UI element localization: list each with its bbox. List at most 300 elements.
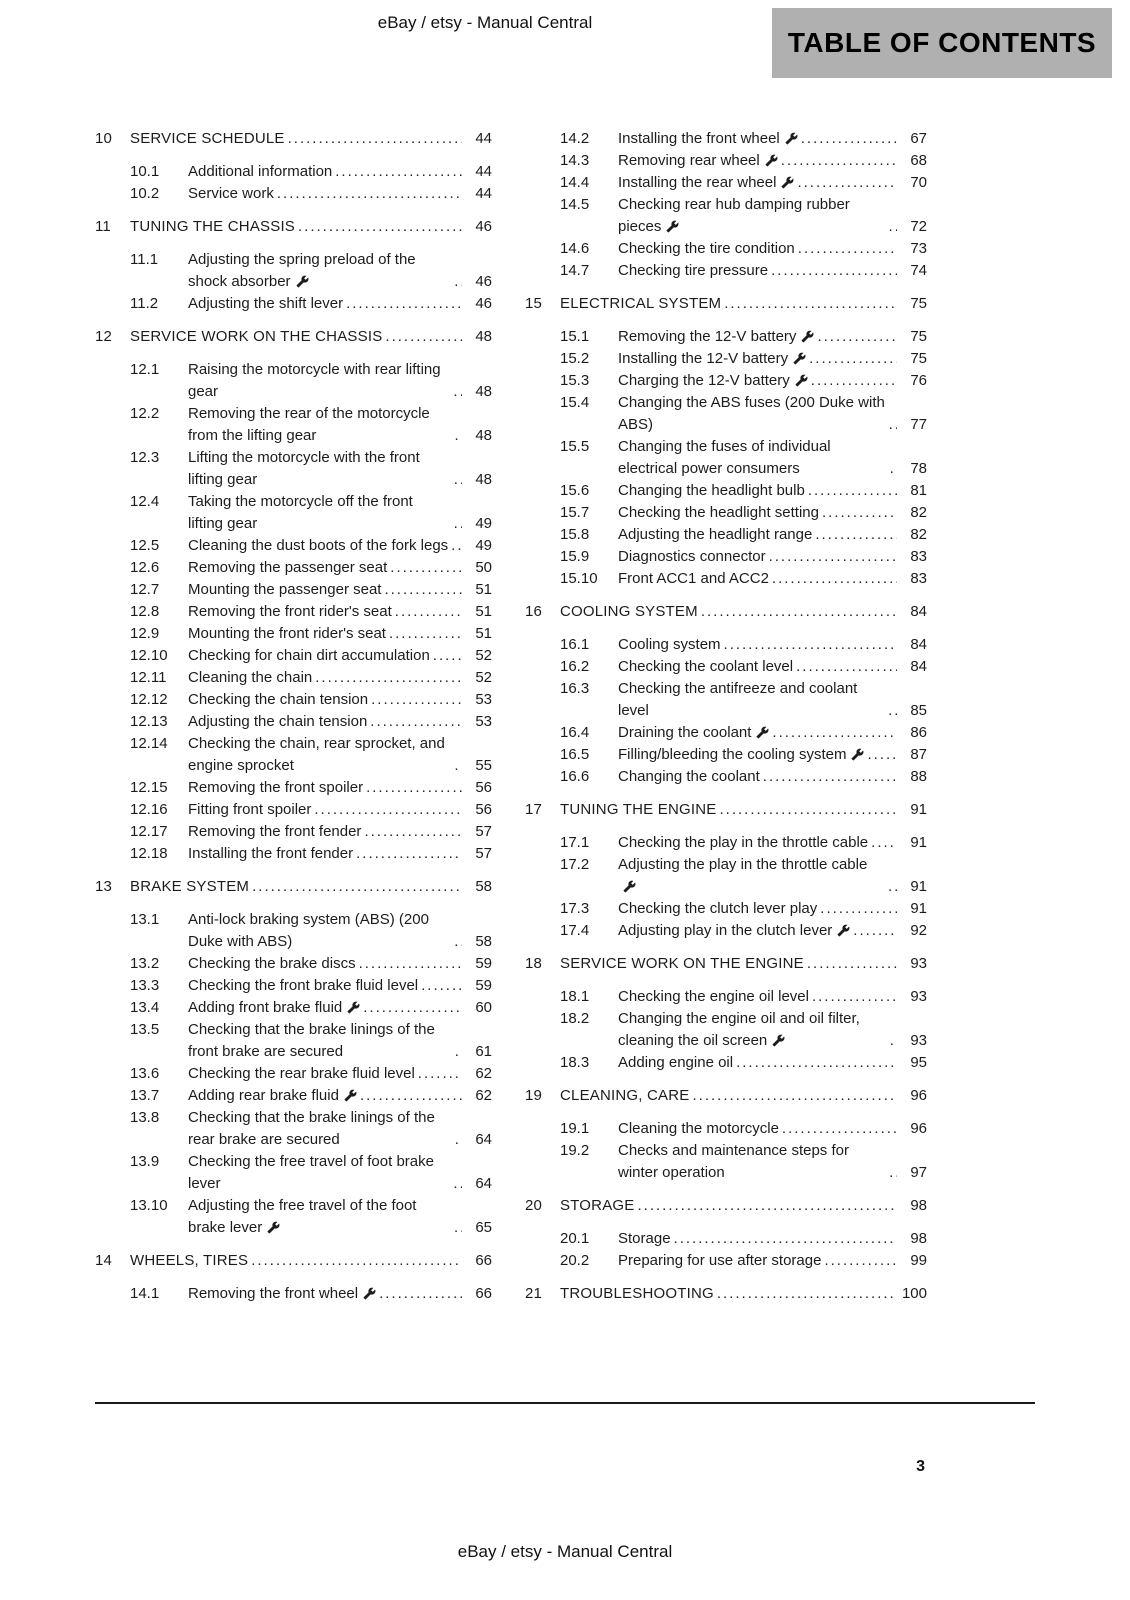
entry-page-number: 56 bbox=[475, 801, 492, 818]
toc-entry[interactable] bbox=[525, 1008, 927, 1052]
dot-leader bbox=[451, 469, 462, 491]
entry-number: 11.1 bbox=[130, 251, 159, 268]
toc-entry[interactable] bbox=[95, 1283, 492, 1305]
entry-title-text: Changing the headlight bulb bbox=[618, 482, 805, 499]
entry-page-number: 52 bbox=[475, 647, 492, 664]
toc-column bbox=[525, 128, 927, 1316]
entry-number: 10.2 bbox=[130, 185, 160, 202]
entry-page-number: 46 bbox=[475, 295, 492, 312]
entry-title bbox=[618, 392, 886, 436]
toc-entry[interactable] bbox=[525, 370, 927, 392]
wrench-icon bbox=[296, 275, 309, 288]
toc-entry[interactable] bbox=[525, 1228, 927, 1250]
toc-entry[interactable] bbox=[95, 1151, 492, 1195]
entry-number: 14.5 bbox=[560, 196, 590, 213]
entry-number: 12.5 bbox=[130, 537, 160, 554]
entry-page-number: 76 bbox=[910, 372, 927, 389]
toc-entry[interactable] bbox=[95, 623, 492, 645]
entry-number: 16.4 bbox=[560, 724, 590, 741]
entry-title-text: Adjusting the spring preload of the shock absorber bbox=[188, 251, 416, 290]
entry-page-number: 81 bbox=[910, 482, 927, 499]
toc-section bbox=[525, 953, 927, 1074]
entry-title-text: Adjusting play in the clutch lever bbox=[618, 922, 833, 939]
dot-leader bbox=[451, 755, 462, 777]
entry-number: 12.3 bbox=[130, 449, 160, 466]
entry-title-text: Adding engine oil bbox=[618, 1054, 734, 1071]
dot-leader bbox=[448, 535, 462, 557]
section-title: CLEANING, CARE bbox=[560, 1087, 690, 1104]
entry-page-number: 91 bbox=[910, 834, 927, 851]
dot-leader bbox=[778, 150, 897, 172]
entry-page-number: 49 bbox=[475, 515, 492, 532]
entry-title bbox=[188, 843, 353, 865]
toc-banner bbox=[772, 8, 1112, 78]
entry-page-number: 82 bbox=[910, 526, 927, 543]
toc-section-heading[interactable] bbox=[525, 799, 927, 821]
section-page-number: 66 bbox=[475, 1252, 492, 1269]
toc-entry[interactable] bbox=[525, 172, 927, 194]
entry-page-number: 92 bbox=[910, 922, 927, 939]
entry-title-text: Checking the headlight setting bbox=[618, 504, 819, 521]
wrench-icon bbox=[765, 154, 778, 167]
entry-page-number: 91 bbox=[910, 900, 927, 917]
entry-title-text: Adding rear brake fluid bbox=[188, 1087, 339, 1104]
toc-entry[interactable] bbox=[525, 128, 927, 150]
entry-number: 17.3 bbox=[560, 900, 590, 917]
toc-entry[interactable] bbox=[95, 557, 492, 579]
entry-number: 13.3 bbox=[130, 977, 160, 994]
entry-number: 12.16 bbox=[130, 801, 168, 818]
toc-section-heading[interactable] bbox=[525, 1195, 927, 1217]
entry-number: 20.2 bbox=[560, 1252, 590, 1269]
entry-title-text: Checking that the brake linings of the rear brake are secured bbox=[188, 1109, 435, 1148]
dot-leader bbox=[356, 953, 462, 975]
entry-title bbox=[188, 645, 430, 667]
entry-page-number: 84 bbox=[910, 636, 927, 653]
entry-page-number: 59 bbox=[475, 977, 492, 994]
toc-entry[interactable] bbox=[95, 1063, 492, 1085]
section-page-number: 44 bbox=[475, 130, 492, 147]
wrench-icon bbox=[772, 1034, 785, 1047]
entry-title-text: Installing the rear wheel bbox=[618, 174, 777, 191]
entry-title bbox=[618, 436, 887, 480]
toc-entry[interactable] bbox=[95, 843, 492, 865]
dot-leader bbox=[343, 293, 462, 315]
entry-page-number: 56 bbox=[475, 779, 492, 796]
entry-title bbox=[618, 898, 817, 920]
toc-entry[interactable] bbox=[525, 656, 927, 678]
section-number: 20 bbox=[525, 1197, 543, 1214]
entry-number: 18.3 bbox=[560, 1054, 590, 1071]
entry-title bbox=[188, 1151, 450, 1195]
entry-number: 13.9 bbox=[130, 1153, 160, 1170]
entry-title bbox=[188, 579, 381, 601]
entry-title bbox=[618, 480, 805, 502]
entry-title-text: Removing the front fender bbox=[188, 823, 362, 840]
section-page-number: 100 bbox=[901, 1285, 927, 1302]
entry-page-number: 48 bbox=[475, 427, 492, 444]
wrench-icon bbox=[756, 726, 769, 739]
dot-leader bbox=[809, 986, 897, 1008]
entry-number: 20.1 bbox=[560, 1230, 590, 1247]
entry-title bbox=[188, 447, 451, 491]
wrench-icon bbox=[795, 374, 808, 387]
toc-section-heading[interactable] bbox=[95, 216, 492, 238]
dot-leader bbox=[721, 293, 897, 315]
toc-entry[interactable] bbox=[525, 260, 927, 282]
section-number: 15 bbox=[525, 295, 543, 312]
entry-number: 12.14 bbox=[130, 735, 168, 752]
dot-leader bbox=[285, 128, 462, 150]
toc-entry[interactable] bbox=[95, 777, 492, 799]
wrench-icon bbox=[347, 1001, 360, 1014]
entry-number: 12.11 bbox=[130, 669, 167, 686]
dot-leader bbox=[248, 1250, 462, 1272]
toc-section-heading[interactable] bbox=[525, 1085, 927, 1107]
toc-entry[interactable] bbox=[525, 326, 927, 348]
entry-title bbox=[188, 1107, 452, 1151]
dot-leader bbox=[864, 744, 897, 766]
entry-number: 12.1 bbox=[130, 361, 160, 378]
entry-number: 10.1 bbox=[130, 163, 160, 180]
toc-entry[interactable] bbox=[95, 249, 492, 293]
dot-leader bbox=[451, 931, 462, 953]
toc-entry[interactable] bbox=[525, 766, 927, 788]
entry-number: 15.3 bbox=[560, 372, 590, 389]
entry-number: 16.2 bbox=[560, 658, 590, 675]
wrench-icon bbox=[781, 176, 794, 189]
toc-section-heading[interactable] bbox=[525, 601, 927, 623]
entry-number: 13.1 bbox=[130, 911, 160, 928]
dot-leader bbox=[357, 1085, 462, 1107]
entry-title-text: Checking the antifreeze and coolant level bbox=[618, 680, 858, 719]
entry-title-text: Checking the brake discs bbox=[188, 955, 356, 972]
entry-title bbox=[188, 249, 451, 293]
toc-entry[interactable] bbox=[525, 1250, 927, 1272]
section-number: 12 bbox=[95, 328, 113, 345]
toc-entry[interactable] bbox=[95, 645, 492, 667]
entry-number: 12.4 bbox=[130, 493, 160, 510]
toc-entry[interactable] bbox=[525, 854, 927, 898]
entry-title-text: Checking the chain tension bbox=[188, 691, 369, 708]
dot-leader bbox=[451, 425, 462, 447]
toc-entry[interactable] bbox=[95, 711, 492, 733]
entry-title-text: Changing the coolant bbox=[618, 768, 760, 785]
entry-number: 12.15 bbox=[130, 779, 168, 796]
toc-entry[interactable] bbox=[525, 634, 927, 656]
toc-entry[interactable] bbox=[525, 436, 927, 480]
dot-leader bbox=[671, 1228, 897, 1250]
entry-title-text: Checking the coolant level bbox=[618, 658, 794, 675]
entry-title bbox=[188, 667, 312, 689]
section-page-number: 46 bbox=[475, 218, 492, 235]
dot-leader bbox=[311, 799, 462, 821]
toc-entry[interactable] bbox=[95, 733, 492, 777]
toc-entry[interactable] bbox=[95, 953, 492, 975]
toc-entry[interactable] bbox=[95, 1107, 492, 1151]
toc-section bbox=[525, 799, 927, 942]
toc-section bbox=[525, 1195, 927, 1272]
toc-section bbox=[95, 128, 492, 205]
toc-entry[interactable] bbox=[525, 150, 927, 172]
entry-page-number: 68 bbox=[910, 152, 927, 169]
toc-section-heading[interactable] bbox=[95, 876, 492, 898]
toc-entry[interactable] bbox=[95, 447, 492, 491]
toc-entry[interactable] bbox=[95, 997, 492, 1019]
dot-leader bbox=[451, 1217, 462, 1239]
dot-leader bbox=[885, 876, 897, 898]
entry-title bbox=[188, 359, 450, 403]
entry-title bbox=[188, 403, 451, 447]
dot-leader bbox=[363, 777, 462, 799]
entry-title-text: Checking for chain dirt accumulation bbox=[188, 647, 430, 664]
toc-entry[interactable] bbox=[95, 579, 492, 601]
entry-title-text: Checks and maintenance steps for winter operation bbox=[618, 1142, 849, 1181]
toc-section-heading[interactable] bbox=[95, 128, 492, 150]
toc-entry[interactable] bbox=[525, 1052, 927, 1074]
dot-leader bbox=[312, 667, 462, 689]
entry-number: 14.3 bbox=[560, 152, 590, 169]
entry-title-text: Removing the front spoiler bbox=[188, 779, 364, 796]
entry-title-text: Cleaning the chain bbox=[188, 669, 313, 686]
entry-number: 16.3 bbox=[560, 680, 590, 697]
toc-entry[interactable] bbox=[525, 832, 927, 854]
entry-title bbox=[618, 1228, 671, 1250]
entry-title-text: Adjusting the headlight range bbox=[618, 526, 813, 543]
toc-entry[interactable] bbox=[95, 403, 492, 447]
entry-number: 13.10 bbox=[130, 1197, 168, 1214]
toc-entry[interactable] bbox=[95, 1019, 492, 1063]
entry-number: 12.18 bbox=[130, 845, 168, 862]
entry-number: 14.1 bbox=[130, 1285, 160, 1302]
section-number: 13 bbox=[95, 878, 113, 895]
section-number: 11 bbox=[95, 218, 111, 235]
entry-title bbox=[188, 821, 361, 843]
entry-title bbox=[618, 744, 864, 766]
entry-page-number: 48 bbox=[475, 471, 492, 488]
entry-page-number: 88 bbox=[910, 768, 927, 785]
header-site-title: eBay / etsy - Manual Central bbox=[377, 13, 593, 32]
entry-title-text: Removing the rear of the motorcycle from the lifting gear bbox=[188, 405, 430, 444]
toc-section-heading[interactable] bbox=[525, 1283, 927, 1305]
section-title: TROUBLESHOOTING bbox=[560, 1285, 714, 1302]
dot-leader bbox=[779, 1118, 897, 1140]
dot-leader bbox=[769, 722, 897, 744]
section-page-number: 48 bbox=[475, 328, 492, 345]
toc-entry[interactable] bbox=[95, 601, 492, 623]
entry-title-text: Mounting the passenger seat bbox=[188, 581, 382, 598]
entry-title bbox=[188, 997, 360, 1019]
dot-leader bbox=[382, 326, 462, 348]
toc-section bbox=[525, 1283, 927, 1305]
entry-page-number: 50 bbox=[475, 559, 492, 576]
toc-entry[interactable] bbox=[525, 524, 927, 546]
entry-title bbox=[188, 733, 451, 777]
section-title: COOLING SYSTEM bbox=[560, 603, 698, 620]
entry-page-number: 99 bbox=[910, 1252, 927, 1269]
toc-entry[interactable] bbox=[95, 909, 492, 953]
toc-entry[interactable] bbox=[95, 667, 492, 689]
dot-leader bbox=[798, 128, 897, 150]
wrench-icon bbox=[793, 352, 806, 365]
dot-leader bbox=[795, 238, 897, 260]
toc-entry[interactable] bbox=[95, 975, 492, 997]
toc-entry[interactable] bbox=[525, 744, 927, 766]
entry-title bbox=[618, 502, 819, 524]
toc-entry[interactable] bbox=[95, 1085, 492, 1107]
entry-title-text: Checking the play in the throttle cable bbox=[618, 834, 869, 851]
toc-entry[interactable] bbox=[525, 1140, 927, 1184]
entry-title-text: Adjusting the free travel of the foot brake lever bbox=[188, 1197, 417, 1236]
dot-leader bbox=[430, 645, 462, 667]
wrench-icon bbox=[785, 132, 798, 145]
entry-title-text: Fitting front spoiler bbox=[188, 801, 312, 818]
toc-entry[interactable] bbox=[525, 986, 927, 1008]
entry-title bbox=[618, 634, 721, 656]
entry-number: 12.10 bbox=[130, 647, 168, 664]
dot-leader bbox=[368, 689, 462, 711]
entry-title bbox=[188, 777, 363, 799]
toc-section-heading[interactable] bbox=[525, 293, 927, 315]
toc-banner-label: TABLE OF CONTENTS bbox=[787, 27, 1097, 58]
dot-leader bbox=[794, 172, 897, 194]
entry-page-number: 59 bbox=[475, 955, 492, 972]
dot-leader bbox=[868, 832, 897, 854]
entry-page-number: 75 bbox=[910, 350, 927, 367]
entry-title bbox=[188, 535, 448, 557]
wrench-icon bbox=[666, 220, 679, 233]
entry-title-text: Adjusting the chain tension bbox=[188, 713, 368, 730]
entry-title-text: Adding front brake fluid bbox=[188, 999, 343, 1016]
entry-page-number: 51 bbox=[475, 581, 492, 598]
toc-section-heading[interactable] bbox=[95, 326, 492, 348]
entry-page-number: 64 bbox=[475, 1175, 492, 1192]
entry-page-number: 53 bbox=[475, 691, 492, 708]
dot-leader bbox=[451, 271, 462, 293]
section-title: WHEELS, TIRES bbox=[130, 1252, 249, 1269]
dot-leader bbox=[721, 634, 897, 656]
dot-leader bbox=[886, 216, 898, 238]
entry-number: 14.2 bbox=[560, 130, 590, 147]
toc-entry[interactable] bbox=[95, 293, 492, 315]
entry-title bbox=[618, 1118, 779, 1140]
entry-page-number: 51 bbox=[475, 625, 492, 642]
toc-entry[interactable] bbox=[525, 568, 927, 590]
entry-page-number: 93 bbox=[910, 1032, 927, 1049]
entry-number: 18.1 bbox=[560, 988, 590, 1005]
toc-section-heading[interactable] bbox=[95, 1250, 492, 1272]
entry-title bbox=[618, 986, 809, 1008]
dot-leader bbox=[249, 876, 462, 898]
entry-page-number: 91 bbox=[910, 878, 927, 895]
toc-entry[interactable] bbox=[525, 546, 927, 568]
entry-title-text: Cleaning the dust boots of the fork legs bbox=[188, 537, 449, 554]
entry-title bbox=[188, 711, 367, 733]
toc-section-heading[interactable] bbox=[525, 953, 927, 975]
toc-entry[interactable] bbox=[95, 161, 492, 183]
toc-entry[interactable] bbox=[525, 1118, 927, 1140]
section-title: ELECTRICAL SYSTEM bbox=[560, 295, 722, 312]
toc-entry[interactable] bbox=[525, 898, 927, 920]
entry-number: 12.12 bbox=[130, 691, 168, 708]
entry-title bbox=[188, 623, 386, 645]
entry-title-text: Changing the ABS fuses (200 Duke with ABS) bbox=[618, 394, 885, 433]
toc-entry[interactable] bbox=[95, 1195, 492, 1239]
entry-page-number: 58 bbox=[475, 933, 492, 950]
dot-leader bbox=[714, 1283, 897, 1305]
wrench-icon bbox=[851, 748, 864, 761]
toc-entry[interactable] bbox=[95, 535, 492, 557]
dot-leader bbox=[769, 568, 897, 590]
entry-page-number: 78 bbox=[910, 460, 927, 477]
entry-page-number: 95 bbox=[910, 1054, 927, 1071]
toc-entry[interactable] bbox=[95, 799, 492, 821]
section-number: 16 bbox=[525, 603, 543, 620]
toc-entry[interactable] bbox=[95, 359, 492, 403]
dot-leader bbox=[360, 997, 462, 1019]
entry-number: 14.4 bbox=[560, 174, 590, 191]
entry-page-number: 44 bbox=[475, 185, 492, 202]
toc-entry[interactable] bbox=[95, 689, 492, 711]
toc-entry[interactable] bbox=[525, 194, 927, 238]
entry-title-text: Raising the motorcycle with rear lifting gear bbox=[188, 361, 441, 400]
dot-leader bbox=[817, 898, 897, 920]
toc-entry[interactable] bbox=[95, 183, 492, 205]
toc-entry[interactable] bbox=[525, 502, 927, 524]
entry-page-number: 82 bbox=[910, 504, 927, 521]
entry-number: 15.4 bbox=[560, 394, 590, 411]
dot-leader bbox=[386, 623, 462, 645]
entry-number: 17.1 bbox=[560, 834, 590, 851]
dot-leader bbox=[716, 799, 897, 821]
entry-title-text: Checking the front brake fluid level bbox=[188, 977, 419, 994]
dot-leader bbox=[392, 601, 462, 623]
entry-title-text: Removing the passenger seat bbox=[188, 559, 388, 576]
entry-title bbox=[618, 832, 868, 854]
entry-number: 12.8 bbox=[130, 603, 160, 620]
dot-leader bbox=[376, 1283, 462, 1305]
entry-number: 15.10 bbox=[560, 570, 598, 587]
entry-title bbox=[618, 568, 769, 590]
toc-entry[interactable] bbox=[525, 920, 927, 942]
toc-entry[interactable] bbox=[525, 480, 927, 502]
section-page-number: 91 bbox=[910, 801, 927, 818]
toc-entry[interactable] bbox=[525, 678, 927, 722]
entry-title-text: Adjusting the shift lever bbox=[188, 295, 344, 312]
entry-number: 13.8 bbox=[130, 1109, 160, 1126]
dot-leader bbox=[452, 1129, 462, 1151]
entry-title bbox=[618, 128, 798, 150]
entry-page-number: 73 bbox=[910, 240, 927, 257]
wrench-icon bbox=[344, 1089, 357, 1102]
toc-entry[interactable] bbox=[95, 821, 492, 843]
toc-section bbox=[95, 1250, 492, 1305]
entry-title-text: Checking the free travel of foot brake lever bbox=[188, 1153, 434, 1192]
dot-leader bbox=[733, 1052, 897, 1074]
toc-entry[interactable] bbox=[95, 491, 492, 535]
entry-title bbox=[618, 1140, 886, 1184]
toc-entry[interactable] bbox=[525, 722, 927, 744]
toc-section bbox=[525, 1085, 927, 1184]
entry-title bbox=[618, 194, 886, 238]
toc-entry[interactable] bbox=[525, 348, 927, 370]
entry-title bbox=[618, 370, 808, 392]
section-title: TUNING THE ENGINE bbox=[560, 801, 717, 818]
toc-entry[interactable] bbox=[525, 238, 927, 260]
section-number: 14 bbox=[95, 1252, 113, 1269]
entry-title bbox=[618, 920, 850, 942]
toc-entry[interactable] bbox=[525, 392, 927, 436]
